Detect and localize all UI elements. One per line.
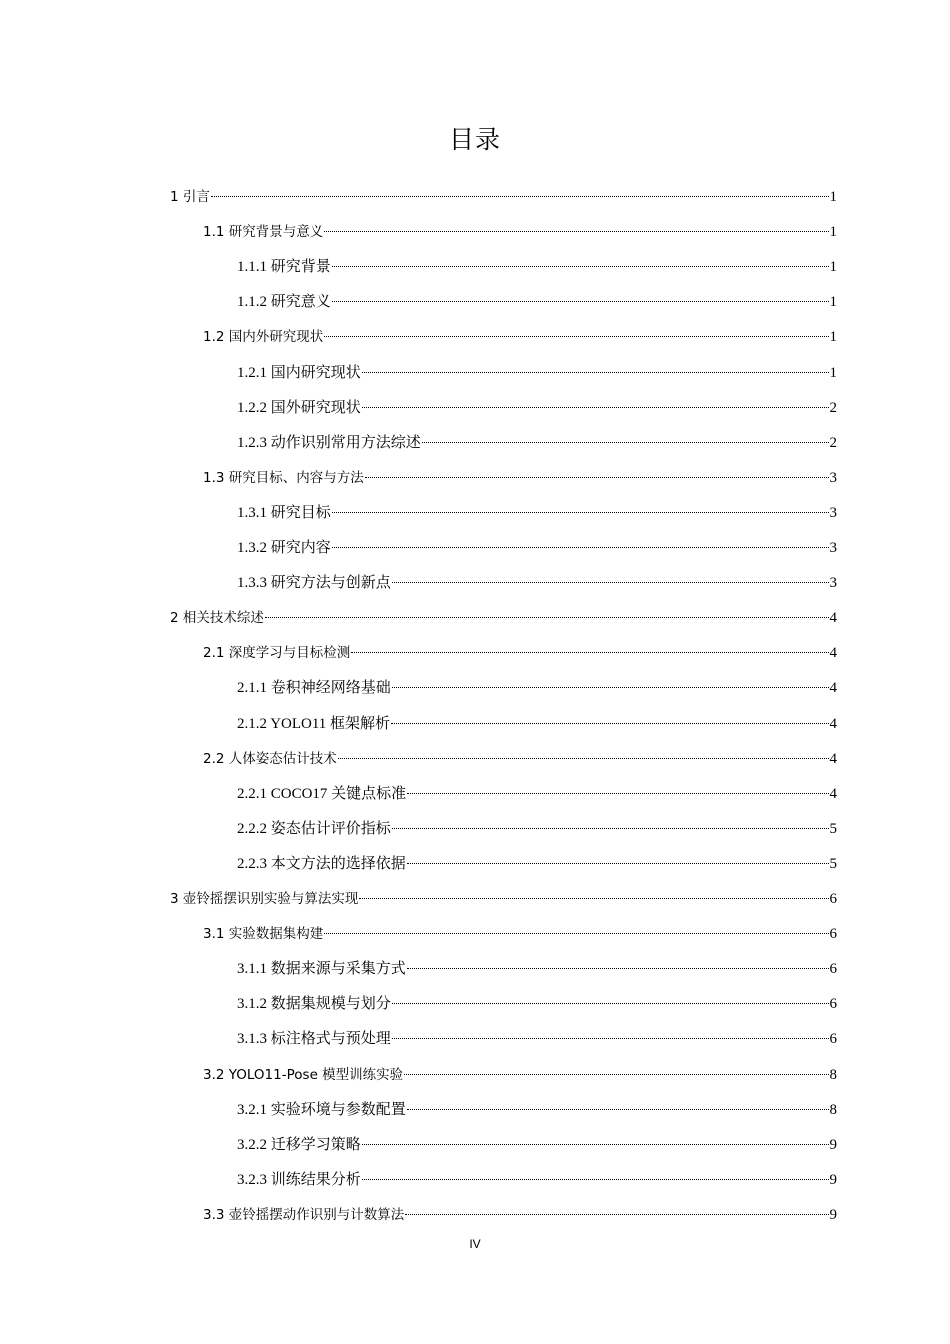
toc-entry-line [237,707,837,732]
toc-dot-leader [365,457,829,478]
toc-entry[interactable] [0,944,950,979]
toc-entry[interactable] [0,418,950,453]
toc-entry-line [237,952,837,978]
toc-page-number: 4 [829,645,837,662]
toc-entry-title: 1 引言 [170,189,210,205]
toc-entry-title: 1.1 研究背景与意义 [203,224,324,241]
toc-dot-leader [362,1124,829,1145]
toc-entry-line [203,320,837,346]
toc-entry[interactable] [0,628,950,663]
toc-entry[interactable] [0,1190,950,1225]
toc-dot-leader [362,387,829,408]
toc-entry-title: 2.2.2 姿态估计评价指标 [237,820,391,837]
toc-dot-leader [407,843,829,864]
toc-dot-leader [338,738,829,759]
toc-dot-leader [407,1089,829,1110]
toc-entry[interactable] [0,804,950,839]
toc-page-number: 6 [829,891,837,907]
toc-entry[interactable] [0,242,950,277]
toc-dot-leader [359,878,828,899]
toc-entry-title: 1.3.3 研究方法与创新点 [237,575,391,592]
toc-page-number: 3 [829,575,837,592]
toc-entry-line [237,250,837,276]
toc-dot-leader [391,703,828,724]
toc-dot-leader [407,948,829,969]
toc-entry-line [237,356,837,381]
toc-entry[interactable] [0,663,950,698]
toc-entry-title: 1.3 研究目标、内容与方法 [203,469,364,486]
page-number-footer: IV [469,1237,481,1251]
toc-entry[interactable] [0,1014,950,1049]
toc-entry-title: 2.2.1 COCO17 关键点标准 [237,785,407,802]
toc-entry-line [203,461,837,486]
toc-entry[interactable] [0,593,950,628]
toc-entry-line [237,812,837,837]
toc-entry-title: 2.1.2 YOLO11 框架解析 [237,715,391,732]
toc-entry-title: 2.1.1 卷积神经网络基础 [237,680,391,697]
toc-page-number: 4 [829,715,837,732]
toc-entry-title: 1.3.2 研究内容 [237,540,331,556]
toc-dot-leader [405,1194,828,1215]
toc-entry[interactable] [0,874,950,909]
toc-entry[interactable] [0,1155,950,1190]
toc-dot-leader [332,492,829,513]
toc-entry-title: 1.1.2 研究意义 [237,294,331,311]
toc-dot-leader [407,773,828,794]
toc-dot-leader [362,1159,829,1180]
toc-entry-title: 3.1.1 数据来源与采集方式 [237,961,406,978]
toc-entry-title: 1.2 国内外研究现状 [203,329,324,346]
toc-entry[interactable] [0,277,950,312]
toc-entry-line [237,496,837,521]
toc-dot-leader [392,983,829,1004]
toc-page-number: 6 [829,926,837,943]
toc-entry-line [237,426,837,451]
toc-entry-line [170,882,837,907]
toc-entry[interactable] [0,909,950,944]
toc-page-number: 5 [829,820,837,837]
toc-page-number: 1 [829,329,837,346]
toc-dot-leader [362,352,829,373]
toc-page-number: 8 [829,1101,837,1118]
toc-entry-title: 3.1.3 标注格式与预处理 [237,1031,391,1048]
toc-entry[interactable] [0,523,950,558]
toc-page-number: 5 [829,855,837,872]
toc-page-number: 6 [829,996,837,1013]
toc-entry-title: 3.3 壶铃摇摆动作识别与计数算法 [203,1206,405,1223]
toc-title: 目录 [448,125,501,154]
toc-dot-leader [332,527,829,548]
toc-dot-leader [351,632,828,653]
toc-entry-line [170,180,837,205]
toc-page-number: 4 [829,750,837,767]
toc-entry-line [170,601,837,627]
toc-dot-leader [324,913,828,934]
toc-entry-title: 2.2 人体姿态估计技术 [203,750,337,767]
toc-page-number: 1 [829,294,837,311]
toc-dot-leader [404,1054,828,1075]
toc-page-number: 8 [829,1066,837,1083]
toc-entry[interactable] [0,734,950,769]
toc-page-number: 2 [829,399,837,416]
toc-entry-line [237,566,837,592]
toc-page-number: 4 [829,785,837,802]
toc-page-number: 2 [829,434,837,451]
toc-entry-line [237,1022,837,1048]
toc-entry[interactable] [0,1085,950,1120]
toc-page-number: 4 [829,610,837,627]
toc-entry-line [237,285,837,311]
toc-entry[interactable] [0,207,950,242]
toc-entry-title: 3.2.3 训练结果分析 [237,1171,361,1188]
toc-dot-leader [265,597,829,618]
toc-entry[interactable] [0,558,950,593]
toc-entry-line [237,1163,837,1188]
toc-entry-title: 1.2.1 国内研究现状 [237,364,361,381]
toc-entry-title: 3.2.1 实验环境与参数配置 [237,1101,406,1118]
toc-entry-line [237,777,837,802]
toc-entry-title: 3.2.2 迁移学习策略 [237,1136,361,1153]
toc-entry-title: 1.2.3 动作识别常用方法综述 [237,434,421,451]
toc-dot-leader [332,246,829,267]
toc-page-number: 1 [829,189,837,205]
toc-entry-line [203,636,837,662]
toc-page-number: 4 [829,680,837,697]
toc-page-number: 3 [829,504,837,521]
toc-dot-leader [392,1018,829,1039]
toc-dot-leader [392,808,829,829]
toc-entry[interactable] [0,312,950,347]
toc-entry-title: 1.3.1 研究目标 [237,504,331,521]
toc-entry-title: 1.1.1 研究背景 [237,259,331,276]
toc-dot-leader [324,211,828,232]
toc-entry-line [203,1198,837,1223]
toc-entry-line [237,1128,837,1153]
toc-entry-title: 3 壶铃摇摆识别实验与算法实现 [170,891,359,907]
toc-entry-line [237,531,837,556]
toc-entry[interactable] [0,699,950,734]
toc-dot-leader [392,562,829,583]
toc-entry[interactable] [0,769,950,804]
toc-entry[interactable] [0,1050,950,1085]
toc-entry[interactable] [0,383,950,418]
toc-page-number: 9 [829,1206,837,1223]
toc-entry-title: 2.2.3 本文方法的选择依据 [237,855,406,872]
toc-entry-title: 2 相关技术综述 [170,610,264,627]
toc-dot-leader [211,176,829,197]
toc-entry-title: 3.2 YOLO11-Pose 模型训练实验 [203,1066,404,1083]
toc-page-number: 1 [829,259,837,276]
toc-entry-line [237,671,837,697]
toc-page-number: 6 [829,1031,837,1048]
toc-dot-leader [422,422,829,443]
toc-entry-line [237,1093,837,1118]
toc-entry[interactable] [0,453,950,488]
toc-entry[interactable] [0,172,950,207]
toc-dot-leader [324,316,828,337]
toc-entry-title: 1.2.2 国外研究现状 [237,399,361,416]
toc-entry[interactable] [0,839,950,874]
toc-page-number: 1 [829,224,837,241]
toc-entry-line [203,215,837,241]
toc-entry[interactable] [0,1120,950,1155]
toc-entry[interactable] [0,488,950,523]
toc-page-number: 1 [829,364,837,381]
toc-entry-title: 3.1 实验数据集构建 [203,926,324,943]
toc-page-number: 3 [829,540,837,556]
toc-entry[interactable] [0,979,950,1014]
toc-entry-line [237,847,837,872]
toc-entry-title: 2.1 深度学习与目标检测 [203,645,351,662]
toc-dot-leader [392,667,829,688]
toc-entry-line [203,1058,837,1083]
toc-dot-leader [332,281,829,302]
toc-entry-line [203,917,837,943]
toc-page-number: 9 [829,1136,837,1153]
toc-page-number: 3 [829,469,837,486]
toc-entry-title: 3.1.2 数据集规模与划分 [237,996,391,1013]
toc-page-number: 9 [829,1171,837,1188]
toc-entry-line [203,742,837,767]
toc-entry-line [237,391,837,416]
toc-page-number: 6 [829,961,837,978]
toc-entry[interactable] [0,348,950,383]
toc-entry-line [237,987,837,1013]
